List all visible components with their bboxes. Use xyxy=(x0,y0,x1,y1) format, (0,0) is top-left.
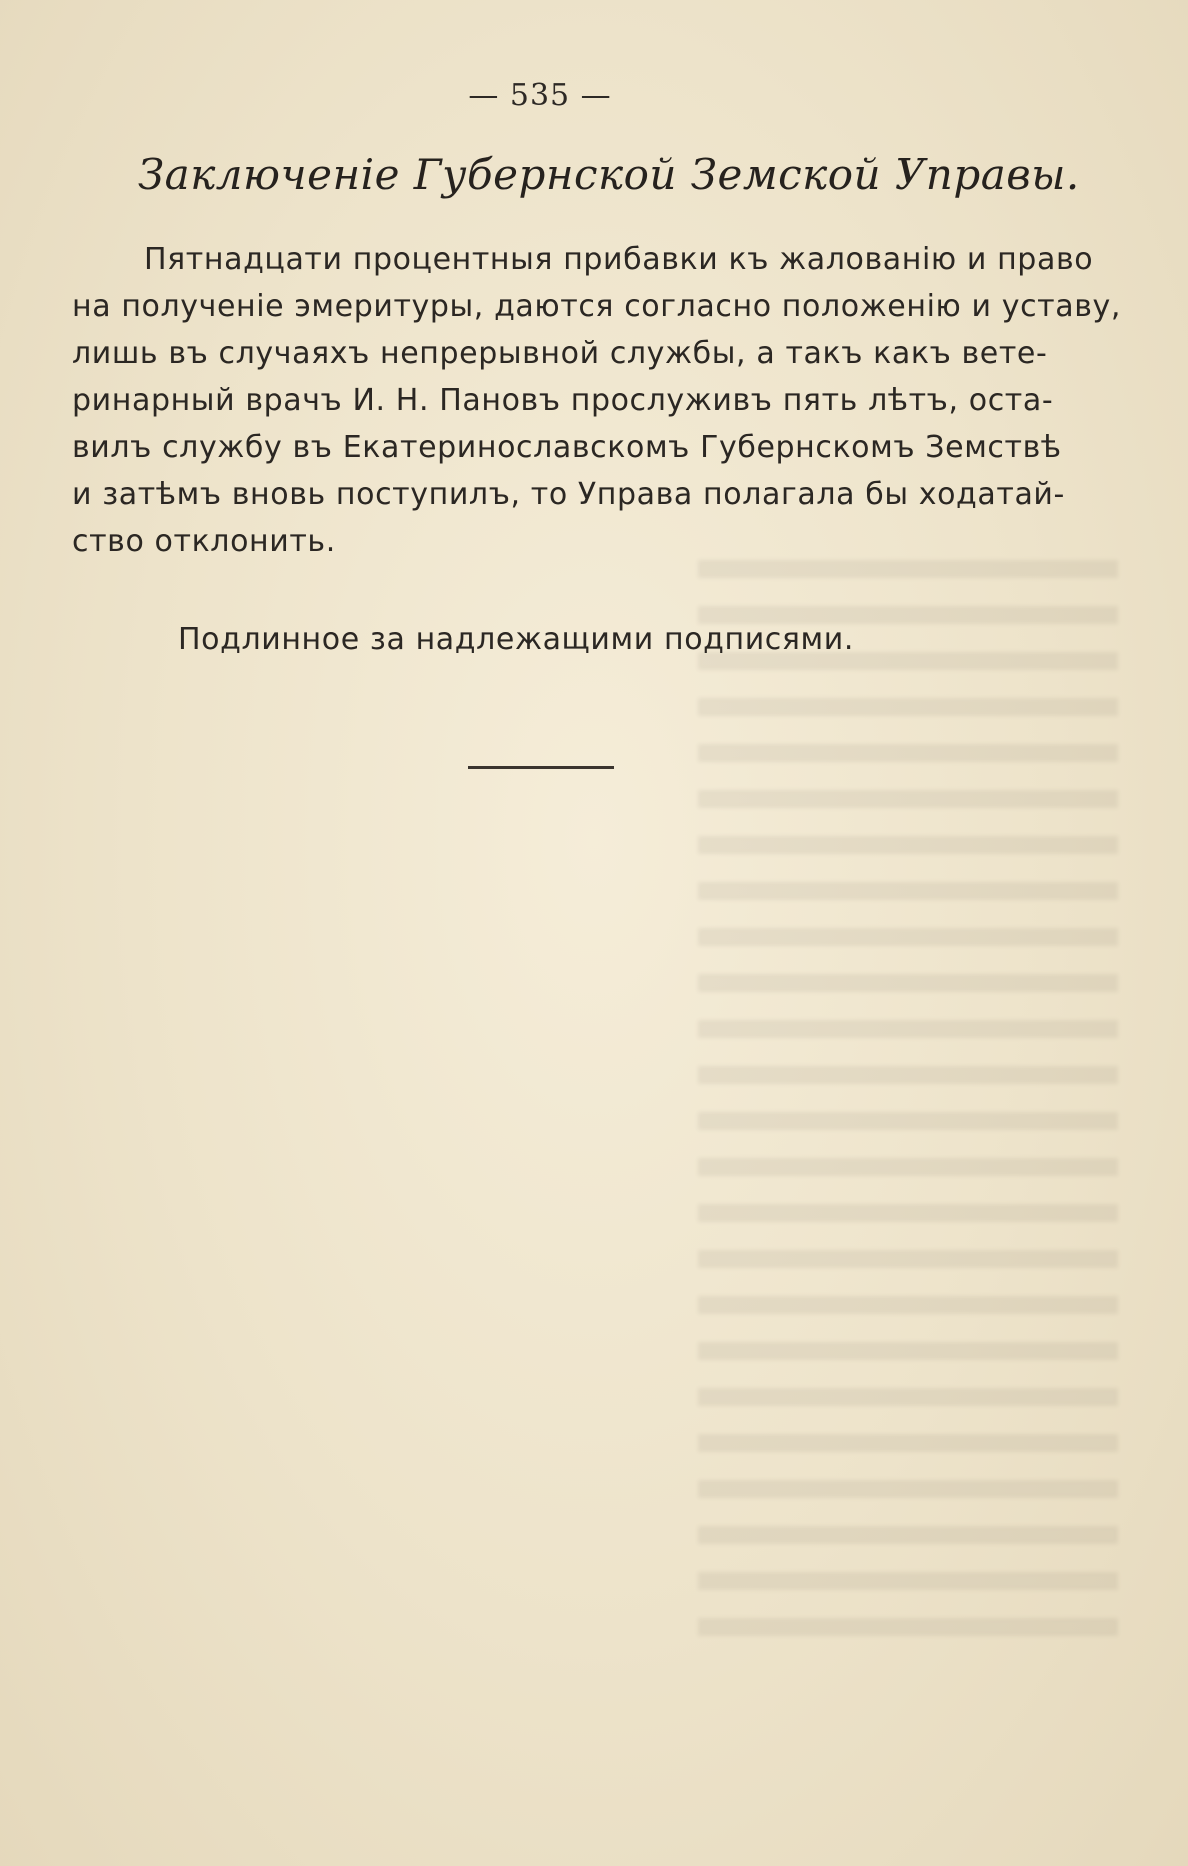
paragraph-line: и затѣмъ вновь поступилъ, то Управа полагала бы ходатай- xyxy=(72,477,1065,512)
paragraph-line: вилъ службу въ Екатеринославскомъ Губернскомъ Земствѣ xyxy=(72,430,1062,465)
section-divider xyxy=(468,766,614,769)
paragraph-line: ринарный врачъ И. Н. Пановъ прослуживъ пять лѣтъ, оста- xyxy=(72,383,1054,418)
paragraph-line: на полученіе эмеритуры, даются согласно положенію и уставу, xyxy=(72,289,1122,324)
signature-note: Подлинное за надлежащими подписями. xyxy=(178,622,855,657)
body-paragraph xyxy=(72,236,1122,565)
paragraph-line: Пятнадцати процентныя прибавки къ жалованію и право xyxy=(144,242,1094,277)
section-heading: Заключеніе Губернской Земской Управы. xyxy=(138,150,1080,199)
page-number: — 535 — xyxy=(468,78,612,113)
paragraph-line: лишь въ случаяхъ непрерывной службы, а такъ какъ вете- xyxy=(72,336,1048,371)
paragraph-line: ство отклонить. xyxy=(72,524,336,559)
bleed-through-texture xyxy=(698,560,1118,1660)
